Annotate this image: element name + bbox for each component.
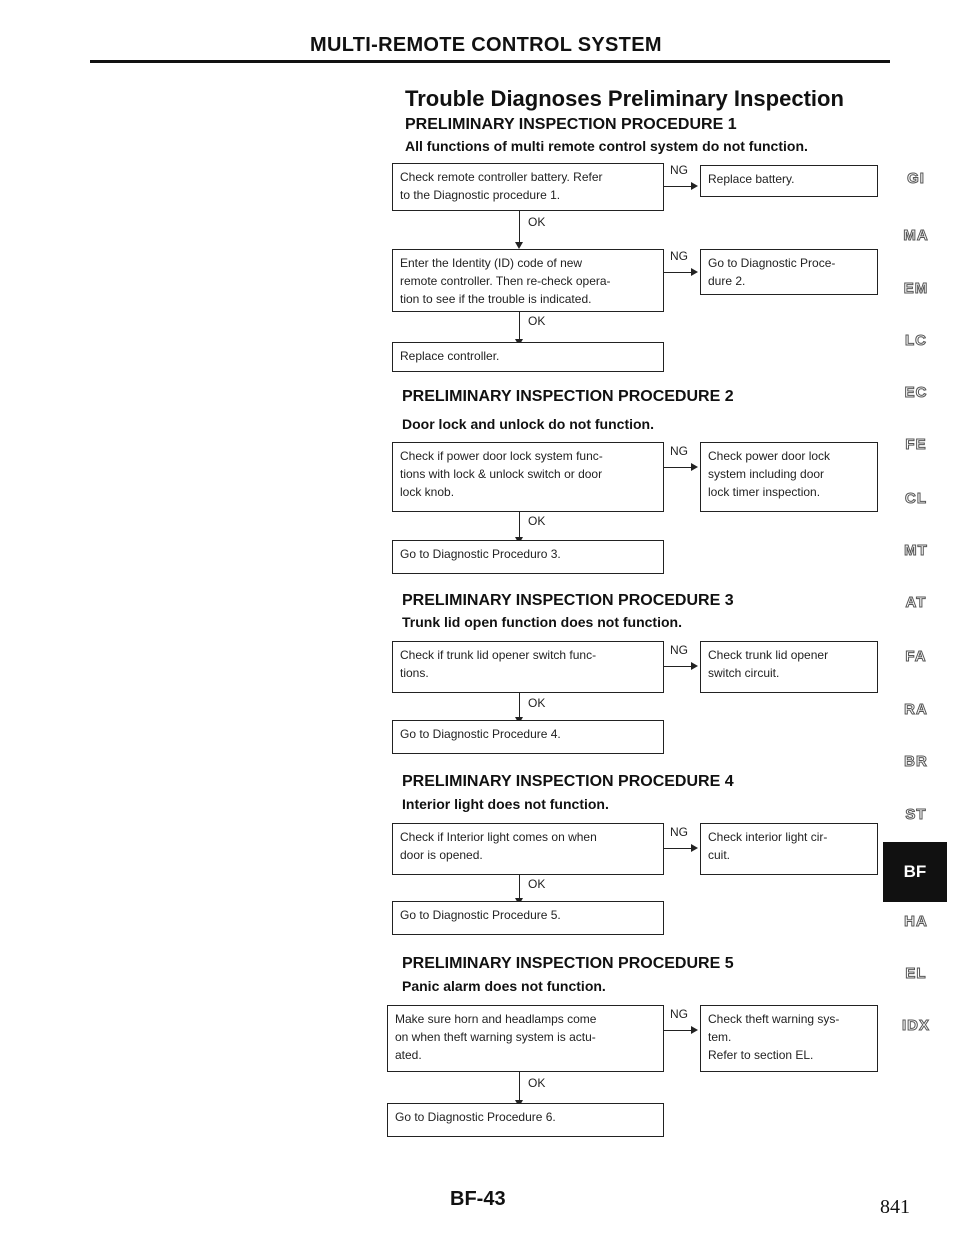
procedure-3-ok-connector [519, 693, 520, 717]
procedure-1-ok-label-2: OK [528, 314, 546, 328]
procedure-5-step-check: Make sure horn and headlamps come on when theft warning system is actu- ated. [387, 1005, 664, 1072]
procedure-1-step-battery-check: Check remote controller battery. Refer to the Diagnostic procedure 1. [392, 163, 664, 211]
arrow-right-icon [691, 463, 698, 471]
arrow-right-icon [691, 182, 698, 190]
procedure-1-ng-connector-1 [664, 186, 691, 187]
procedure-2-ok-result: Go to Diagnostic Proceduro 3. [392, 540, 664, 574]
section-tab-ec[interactable]: EC [904, 384, 928, 401]
procedure-5-ok-connector [519, 1072, 520, 1100]
header-rule [90, 60, 890, 63]
section-tab-ha[interactable]: HA [904, 913, 928, 930]
procedure-1-ok-connector-1 [519, 211, 520, 242]
procedure-3-ok-label: OK [528, 696, 546, 710]
section-tab-bf-active[interactable]: BF [883, 842, 947, 902]
procedure-1-ng-label-1: NG [670, 163, 688, 177]
arrow-right-icon [691, 268, 698, 276]
procedure-3-step-check: Check if trunk lid opener switch func- tions. [392, 641, 664, 693]
procedure-3-symptom: Trunk lid open function does not function. [402, 614, 682, 630]
section-tab-el[interactable]: EL [905, 965, 927, 982]
procedure-1-title: PRELIMINARY INSPECTION PROCEDURE 1 [405, 116, 737, 133]
procedure-5-symptom: Panic alarm does not function. [402, 978, 606, 994]
arrow-right-icon [691, 662, 698, 670]
procedure-1-ng-replace-battery: Replace battery. [700, 165, 878, 197]
procedure-4-ok-connector [519, 875, 520, 898]
section-tab-st[interactable]: ST [905, 806, 927, 823]
section-tab-br[interactable]: BR [904, 753, 928, 770]
procedure-2-title: PRELIMINARY INSPECTION PROCEDURE 2 [402, 388, 734, 405]
section-title: Trouble Diagnoses Preliminary Inspection [405, 86, 844, 111]
procedure-3-title: PRELIMINARY INSPECTION PROCEDURE 3 [402, 592, 734, 609]
procedure-1-ok-connector-2 [519, 312, 520, 339]
procedure-4-symptom: Interior light does not function. [402, 796, 609, 812]
arrow-down-icon [515, 242, 523, 249]
procedure-3-ok-result: Go to Diagnostic Procedure 4. [392, 720, 664, 754]
procedure-3-ng-result: Check trunk lid opener switch circuit. [700, 641, 878, 693]
arrow-right-icon [691, 844, 698, 852]
procedure-3-ng-label: NG [670, 643, 688, 657]
procedure-2-symptom: Door lock and unlock do not function. [402, 416, 654, 432]
procedure-5-ng-label: NG [670, 1007, 688, 1021]
section-tab-lc[interactable]: LC [905, 332, 927, 349]
section-tab-idx[interactable]: IDX [901, 1017, 930, 1034]
procedure-1-ok-label-1: OK [528, 215, 546, 229]
procedure-4-title: PRELIMINARY INSPECTION PROCEDURE 4 [402, 773, 734, 790]
procedure-2-ng-result: Check power door lock system including door lock timer inspection. [700, 442, 878, 512]
procedure-1-step-replace-controller: Replace controller. [392, 342, 664, 372]
procedure-2-ng-connector [664, 467, 691, 468]
section-tab-fa[interactable]: FA [905, 648, 927, 665]
arrow-right-icon [691, 1026, 698, 1034]
procedure-4-step-check: Check if Interior light comes on when door is opened. [392, 823, 664, 875]
procedure-1-ng-diagnostic-2: Go to Diagnostic Proce- dure 2. [700, 249, 878, 295]
page-code: BF-43 [450, 1188, 506, 1210]
procedure-5-ng-result: Check theft warning sys- tem. Refer to section EL. [700, 1005, 878, 1072]
procedure-1-ng-connector-2 [664, 272, 691, 273]
procedure-5-ng-connector [664, 1030, 691, 1031]
procedure-1-symptom: All functions of multi remote control system do not function. [405, 138, 808, 154]
section-tab-mt[interactable]: MT [904, 542, 928, 559]
procedure-4-ok-label: OK [528, 877, 546, 891]
section-tab-em[interactable]: EM [903, 280, 929, 297]
procedure-4-ng-result: Check interior light cir- cuit. [700, 823, 878, 875]
page-number: 841 [880, 1196, 910, 1218]
page-header-title: MULTI-REMOTE CONTROL SYSTEM [310, 34, 662, 56]
procedure-5-ok-label: OK [528, 1076, 546, 1090]
procedure-1-ng-label-2: NG [670, 249, 688, 263]
section-tab-cl[interactable]: CL [905, 490, 927, 507]
section-tab-at[interactable]: AT [905, 594, 927, 611]
section-tab-ma[interactable]: MA [903, 227, 929, 244]
procedure-4-ok-result: Go to Diagnostic Procedure 5. [392, 901, 664, 935]
section-tab-ra[interactable]: RA [904, 701, 928, 718]
procedure-2-ok-connector [519, 512, 520, 537]
procedure-4-ng-label: NG [670, 825, 688, 839]
section-tab-gi[interactable]: GI [907, 170, 925, 187]
procedure-2-ok-label: OK [528, 514, 546, 528]
section-tab-fe[interactable]: FE [905, 436, 927, 453]
procedure-5-title: PRELIMINARY INSPECTION PROCEDURE 5 [402, 955, 734, 972]
procedure-1-step-id-code: Enter the Identity (ID) code of new remote controller. Then re-check opera- tion to see if the trouble is indicated. [392, 249, 664, 312]
procedure-5-ok-result: Go to Diagnostic Procedure 6. [387, 1103, 664, 1137]
procedure-3-ng-connector [664, 666, 691, 667]
procedure-2-step-check: Check if power door lock system func- tions with lock & unlock switch or door lock knob. [392, 442, 664, 512]
procedure-4-ng-connector [664, 848, 691, 849]
procedure-2-ng-label: NG [670, 444, 688, 458]
